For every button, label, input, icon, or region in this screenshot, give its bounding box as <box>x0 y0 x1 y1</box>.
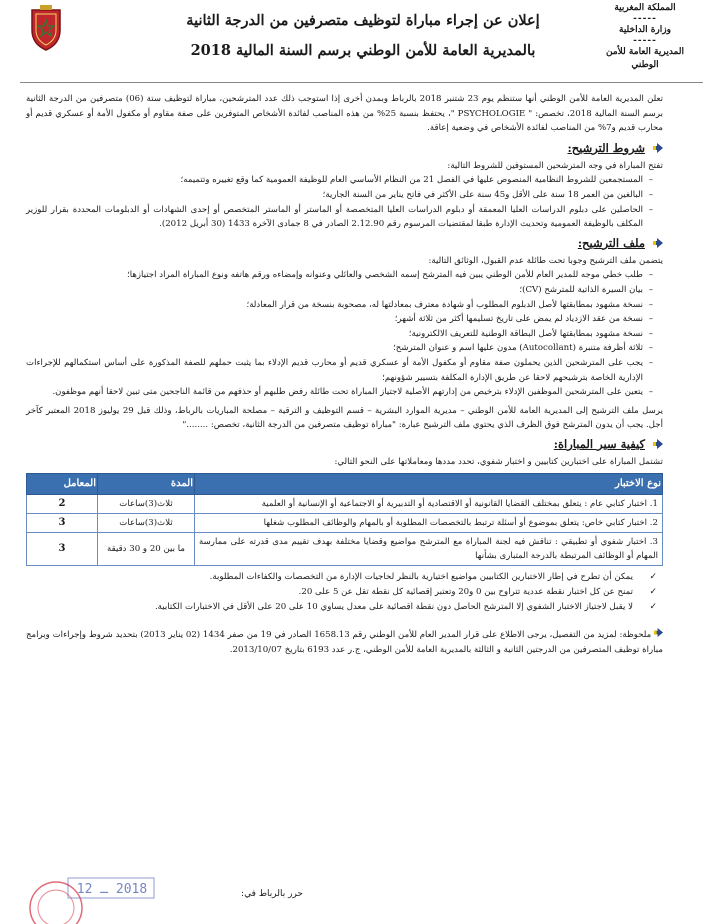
procedure-title: كيفية سير المباراة: <box>553 436 645 451</box>
police-crest-icon <box>28 4 64 52</box>
table-row <box>27 514 663 533</box>
conditions-title: شروط الترشيح: <box>567 140 645 155</box>
arrow-bullet-icon <box>653 437 663 453</box>
exam-type: 3. اختبار شفوي أو تطبيقي : تناقش فيه لجنة المباراة مع المترشح مواضيع وقضايا مختلفة بهدف تقييم مدى قدرته على ممارسة المهام أو الوظائف المرتبطة بالدرجة المتبارى بشأنها <box>195 533 663 566</box>
ministry-label: وزارة الداخلية <box>619 25 671 35</box>
list-item: – البالغين من العمر 18 سنة على الأقل و45 سنة على الأكثر في فاتح يناير من السنة الجارية؛ <box>26 188 651 203</box>
exam-coefficient: 3 <box>27 533 98 566</box>
table-row <box>27 495 663 514</box>
exam-type: 2. اختبار كتابي خاص: يتعلق بموضوع أو أسئلة ترتبط بالتخصصات المطلوبة أو بالمهام والوظائف المطلوب شغلها <box>195 514 663 533</box>
exam-duration: ثلاث(3)ساعات <box>98 495 195 514</box>
intro-paragraph: تعلن المديرية العامة للأمن الوطني أنها ستنظم يوم 23 شتنبر 2018 بالرباط وبمدن أخرى إذا استوجب ذلك عدد المترشحين، مباراة لتوظيف ستة (06) متصرفين من الدرجة الثانية برسم السنة المالية 2018، تخصص: " PSYCHOLOGIE "، يحتفظ بنسبة 25% من هذه المناصب لفائدة الأشخاص المتوفرين على صفة مقاوم أو مكفول الأمة أو عسكري قديم أو محارب قديم و7% من المناصب لفائدة الأشخاص في وضعية إعاقة. <box>26 94 663 134</box>
announcement-body <box>26 92 663 657</box>
exam-table <box>26 473 663 566</box>
column-header-type: نوع الاختبار <box>195 474 663 495</box>
submission-paragraph: يرسل ملف الترشيح إلى المديرية العامة للأمن الوطني – مديرية الموارد البشرية – قسم التوظيف و الترقية – مصلحة المباريات بالرباط، وذلك قبل 29 يوليوز 2018 المعتبر كآخر أجل. يجب أن يدون المترشح فوق الظرف الذي يحتوي ملف الترشيح عبارة: "مباراة توظيف متصرفين من الدرجة الثانية، تخصص: ........" <box>26 405 663 431</box>
list-item: – المستجمعين للشروط النظامية المنصوص عليها في الفصل 21 من النظام الأساسي العام للوظيفة العمومية كما وقع تغييره وتتميمه؛ <box>26 173 651 188</box>
stamp-date: 2018 ـ 12 <box>76 882 148 897</box>
letterhead <box>20 0 703 83</box>
table-header-row <box>27 474 663 495</box>
procedure-heading <box>26 436 663 453</box>
directorate-label: المديرية العامة للأمن الوطني <box>606 47 684 70</box>
file-intro: يتضمن ملف الترشيح وجوبا تحت طائلة عدم القبول، الوثائق التالية: <box>428 255 663 266</box>
list-item: ✓ تمنح عن كل اختبار نقطة عددية تتراوح بين 0 و20 وتعتبر إقصائية كل نقطة تقل عن 5 على 20. <box>26 585 637 600</box>
list-item: – نسخة مشهود بمطابقتها لأصل الدبلوم المطلوب أو شهادة معترف بمعادلتها له، مصحوبة بنسخة من قرار المعادلة؛ <box>26 298 651 313</box>
kingdom-label: المملكة المغربية <box>614 3 676 13</box>
table-row <box>27 533 663 566</box>
conditions-intro: تفتح المباراة في وجه المترشحين المستوفين للشروط التالية: <box>447 160 663 171</box>
title-line-2: بالمديرية العامة للأمن الوطني برسم السنة المالية 2018 <box>190 42 536 59</box>
list-item: – يجب على المترشحين الذين يحملون صفة مقاوم أو مكفول الأمة أو عسكري قديم أو محارب قديم الإدلاء بما يثبت حملهم للصفة المذكورة على أساس استكمالهم للإجراءات الإدارية الخاصة بترشيحهم لاحقا عن طريق الإدارة المكلفة بتسيير شؤونهم؛ <box>26 356 651 385</box>
announcement-title <box>183 6 543 66</box>
file-heading <box>26 235 663 252</box>
note-text: ملحوظة: لمزيد من التفصيل، يرجى الاطلاع على قرار المدير العام للأمن الوطني رقم 1658.13 الصادر في 19 من صفر 1434 (02 يناير 2013) بتحديد شروط وإجراءات وبرامج مباراة توظيف المتصرفين من الدرجتين الثانية و الثالثة بالمديرية العامة للأمن الوطني، ج.ر عدد 6193 بتاريخ 2013/10/07. <box>26 630 663 655</box>
exam-duration: ثلاث(3)ساعات <box>98 514 195 533</box>
column-header-duration: المدة <box>98 474 195 495</box>
list-item: – نسخة مشهود بمطابقتها لأصل البطاقة الوطنية للتعريف الالكترونية؛ <box>26 327 651 342</box>
list-item: – بيان السيرة الذاتية للمترشح (CV)؛ <box>26 283 651 298</box>
list-item: ✓ يمكن أن تطرح في إطار الاختبارين الكتابيين مواضيع اختيارية بالنظر لحاجيات الإدارة من التخصصات والكفاءات المطلوبة. <box>26 570 637 585</box>
rules-list <box>26 570 663 614</box>
exam-coefficient: 2 <box>27 495 98 514</box>
procedure-intro: تشتمل المباراة على اختبارين كتابيين و اختبار شفوي، تحدد مددها ومعاملاتها على النحو التالي: <box>334 456 663 467</box>
title-line-1: إعلان عن إجراء مباراة لتوظيف متصرفين من الدرجة الثانية <box>186 12 540 29</box>
separator: ----- <box>633 36 657 46</box>
list-item: – الحاصلين على دبلوم الدراسات العليا المعمقة أو دبلوم الدراسات العليا المتخصصة أو الماستر أو الماستر المتخصص أو إحدى الشهادات أو الدبلومات المحددة بقرار للوزير المكلف بالوظيفة العمومية وتحديث الإدارة طبقا لمقتضيات المرسوم رقم 2.12.90 الصادر في 8 جمادى الآخرة 1433 (30 أبريل 2012). <box>26 203 651 232</box>
exam-duration: ما بين 20 و 30 دقيقة <box>98 533 195 566</box>
list-item: – ثلاثة أظرفة متنبرة (Autocollant) مدون عليها اسم و عنوان المترشح؛ <box>26 341 651 356</box>
list-item: – طلب خطي موجه للمدير العام للأمن الوطني يبين فيه المترشح إسمه الشخصي والعائلي وعنوانه وإمضاءه ورقم هاتفه ونوع المباراة المراد اجتيازها؛ <box>26 268 651 283</box>
arrow-bullet-icon <box>654 630 663 640</box>
signoff-line: حرر بالرباط في: <box>241 889 303 899</box>
arrow-bullet-icon <box>653 236 663 252</box>
column-header-coefficient: المعامل <box>27 474 98 495</box>
conditions-heading <box>26 140 663 157</box>
exam-coefficient: 3 <box>27 514 98 533</box>
official-stamp-icon <box>28 868 178 924</box>
file-title: ملف الترشيح: <box>577 235 645 250</box>
separator: ----- <box>633 14 657 24</box>
note-paragraph <box>26 628 663 657</box>
issuing-authority <box>595 2 695 72</box>
file-list <box>26 268 663 399</box>
arrow-bullet-icon <box>653 141 663 157</box>
list-item: ✓ لا يقبل لاجتياز الاختبار الشفوي إلا المترشح الحاصل دون نقطة اقصائية على معدل يساوي 10 على 20 على الأقل في الاختبارات الكتابية. <box>26 600 637 615</box>
conditions-list <box>26 173 663 231</box>
list-item: – يتعين على المترشحين الموظفين الإدلاء بترخيص من إدارتهم الأصلية لاجتياز المباراة تحت طائلة رفض طلبهم أو حذفهم من قائمة الناجحين متى تبين لاحقا أنهم موظفون. <box>26 385 651 400</box>
list-item: – نسخة من عقد الازدياد لم يمض على تاريخ تسليمها أكثر من ثلاثة أشهر؛ <box>26 312 651 327</box>
exam-type: 1. اختبار كتابي عام : يتعلق بمختلف القضايا القانونية أو الاقتصادية أو التدبيرية أو الاجتماعية أو الإنسانية أو العلمية <box>195 495 663 514</box>
